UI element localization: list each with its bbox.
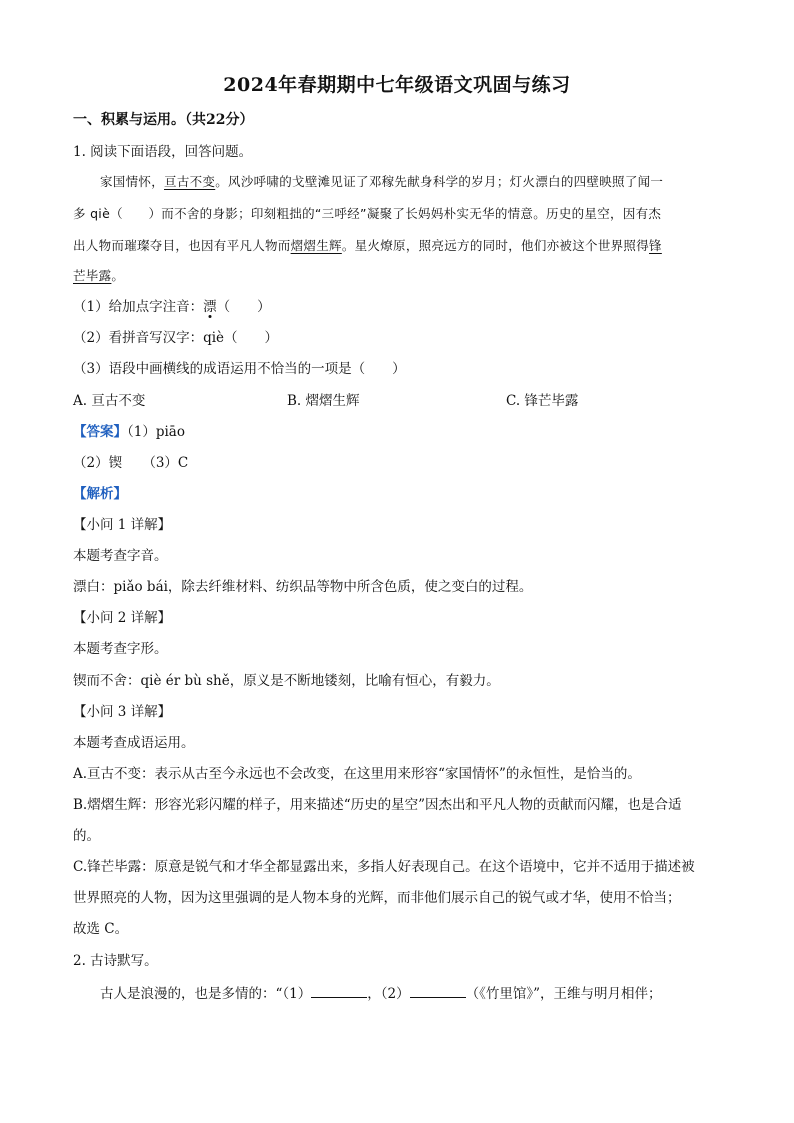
answer-text: （1）piāo — [127, 424, 185, 440]
sub-detail-heading-3: 【小问 3 详解】 — [73, 704, 172, 720]
underlined-idiom: 锋 — [649, 238, 662, 253]
analysis-tag: 【解析】 — [73, 486, 127, 502]
option-b: B. 熠熠生辉 — [287, 393, 360, 409]
underlined-idiom: 亘古不变 — [164, 174, 216, 189]
passage-line-4 — [73, 266, 124, 286]
passage-line-2: 多 qiè（ ）而不舍的身影；印刻粗拙的“三呼经”凝聚了长妈妈朴实无华的情意。历史的星空，因有杰 — [73, 206, 662, 221]
passage-text: 出人物而璀璨夺目，也因有平凡人物而 — [73, 238, 291, 253]
sub-detail-heading-2: 【小问 2 详解】 — [73, 610, 172, 626]
sub-detail-heading-1: 【小问 1 详解】 — [73, 517, 172, 533]
sub-question-2: （2）看拼音写汉字：qiè（ ） — [73, 330, 279, 346]
passage-text: 。风沙呼啸的戈壁滩见证了邓稼先献身科学的岁月；灯火漂白的四壁映照了闻一 — [215, 174, 664, 189]
analysis-text: 世界照亮的人物，因为这里强调的是人物本身的光辉，而非他们展示自己的锐气或才华，使用不恰当； — [73, 890, 681, 906]
question-text: 古人是浪漫的，也是多情的：“（1） — [100, 986, 312, 1002]
analysis-text: 本题考查字音。 — [73, 548, 168, 564]
underlined-idiom: 熠熠生辉 — [290, 238, 342, 253]
fill-in-blank — [410, 983, 466, 998]
analysis-text: 漂白：piǎo bái，除去纤维材料、纺织品等物中所含色质，使之变白的过程。 — [73, 579, 533, 595]
passage-text: 。星火燎原，照亮远方的同时，他们亦被这个世界照得 — [341, 238, 650, 253]
sub-question-3: （3）语段中画横线的成语运用不恰当的一项是（ ） — [73, 361, 406, 377]
analysis-text: 本题考查字形。 — [73, 641, 168, 657]
analysis-text: 的。 — [73, 828, 100, 844]
passage-line-1 — [100, 172, 663, 192]
analysis-text: A.亘古不变：表示从古至今永远也不会改变，在这里用来形容“家国情怀”的永恒性，是恰当的。 — [73, 766, 641, 782]
page-title: 2024年春期期中七年级语文巩固与练习 — [223, 74, 571, 96]
analysis-text: C.锋芒毕露：原意是锐气和才华全都显露出来，多指人好表现自己。在这个语境中，它并不适用于描述被 — [73, 859, 695, 875]
section-heading: 一、积累与运用。（共22分） — [73, 112, 254, 128]
sub-question-1 — [73, 297, 271, 317]
underlined-idiom: 芒毕露 — [73, 268, 112, 283]
passage-text: 。 — [111, 268, 125, 283]
question-1-stem: 1. 阅读下面语段，回答问题。 — [73, 144, 253, 160]
question-text: ，（2） — [367, 986, 410, 1002]
answer-tag: 【答案】 — [73, 424, 127, 440]
question-text: （《竹里馆》”，王维与明月相伴； — [465, 986, 662, 1002]
analysis-text: 锲而不舍：qiè ér bù shě，原义是不断地镂刻，比喻有恒心，有毅力。 — [73, 673, 500, 689]
fill-in-blank — [311, 983, 367, 998]
passage-text: 家国情怀， — [100, 174, 165, 189]
analysis-text: 故选 C。 — [73, 921, 129, 937]
option-a: A. 亘古不变 — [73, 393, 146, 409]
analysis-text: B.熠熠生辉：形容光彩闪耀的样子，用来描述“历史的星空”因杰出和平凡人物的贡献而闪耀，也是合适 — [73, 797, 682, 813]
answer-line-1 — [73, 422, 185, 442]
option-c: C. 锋芒毕露 — [506, 393, 579, 409]
sub-question-text: （1）给加点字注音： — [73, 299, 204, 315]
question-2-stem: 2. 古诗默写。 — [73, 953, 158, 969]
analysis-text: 本题考查成语运用。 — [73, 735, 195, 751]
answer-blank: （ ） — [216, 299, 271, 315]
dotted-character: 漂 — [203, 299, 217, 315]
answer-line-2: （2）锲 （3）C — [73, 455, 189, 471]
passage-line-3 — [73, 236, 662, 256]
question-2-line — [100, 983, 662, 1004]
